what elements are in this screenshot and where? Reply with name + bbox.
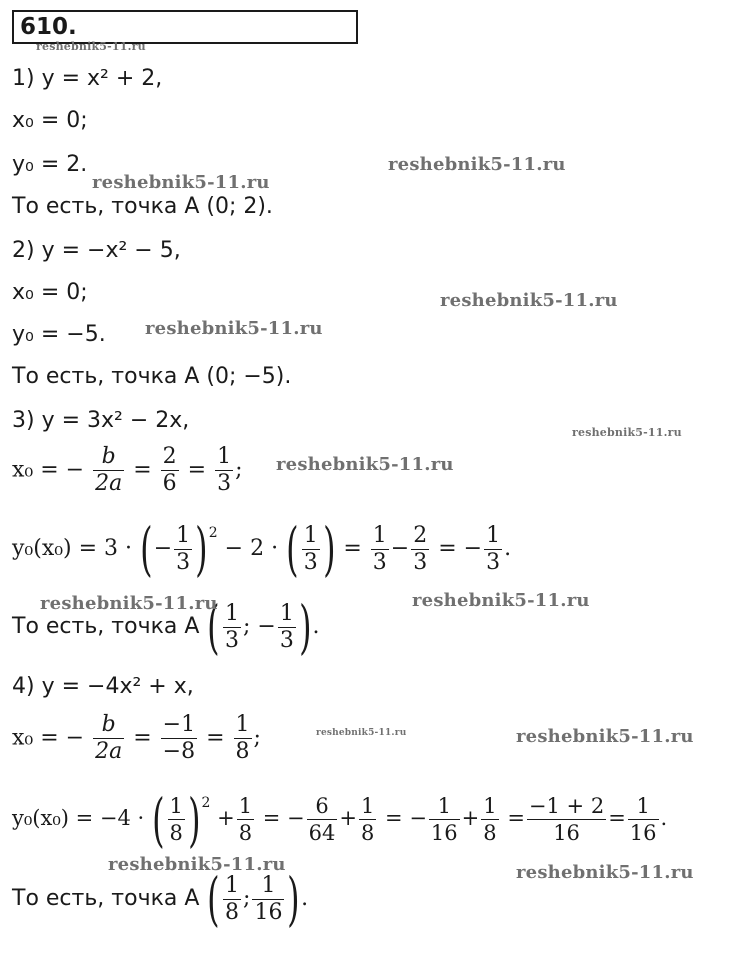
fraction: $\frac{b}{2a}$ [95,444,123,496]
part3-y0-formula: y₀(x₀) = 3 · (− $\frac{1}{3}$ )$^2$ − 2 · ( $\frac{1}{3}$ ) = $\frac{1}{3}$ − $\frac{2}{3}$ = − $\frac{1}{3}$ . [12,515,512,583]
part4-y0-formula: y₀(x₀) = −4 · ( $\frac{1}{8}$ )$^2$ + $\frac{1}{8}$ = − $\frac{6}{64}$ + $\frac{1}{8}$ = − $\frac{1}{16}$ + $\frac{1}{8}$ = $\frac{-1 + 2}{16}$ = $\frac{1}{16}$ . [12,785,668,854]
watermark: reshebnik5-11.ru [388,154,566,175]
part1-x0: x₀ = 0; [12,108,88,133]
part3-conclusion-text: То есть, точка A [12,614,200,639]
part4-y0-prefix: y₀(x₀) = −4 · [12,806,145,830]
part1-conclusion: То есть, точка A (0; 2). [12,194,273,219]
fraction: $\frac{2}{6}$ [162,444,177,496]
watermark: reshebnik5-11.ru [316,728,407,738]
watermark: reshebnik5-11.ru [440,290,618,311]
part3-conclusion: То есть, точка A ( $\frac{1}{3}$ ; − $\frac{1}{3}$ ). [12,593,320,661]
watermark: reshebnik5-11.ru [92,172,270,193]
part1-y0: y₀ = 2. [12,152,88,177]
part2-equation: 2) y = −x² − 5, [12,238,181,263]
watermark: reshebnik5-11.ru [516,726,694,747]
part3-x0-prefix: x₀ = − [12,457,85,483]
part4-x0-prefix: x₀ = − [12,725,85,751]
part3-x0-formula: x₀ = − $\frac{b}{2a}$ = $\frac{2}{6}$ = $\frac{1}{3}$ ; [12,444,243,496]
part4-equation: 4) y = −4x² + x, [12,674,194,699]
problem-number: 610. [20,14,77,40]
watermark: reshebnik5-11.ru [572,426,682,439]
problem-number-box [12,10,358,44]
part4-conclusion: То есть, точка A ( $\frac{1}{8}$ ; $\frac{1}{16}$ ). [12,865,309,933]
part2-y0: y₀ = −5. [12,322,106,347]
part3-y0-prefix: y₀(x₀) = 3 · [12,536,133,561]
watermark: reshebnik5-11.ru [145,318,323,339]
fraction: $\frac{1}{3}$ [217,444,232,496]
watermark: reshebnik5-11.ru [40,593,218,614]
part4-x0-formula: x₀ = − $\frac{b}{2a}$ = $\frac{-1}{-8}$ = $\frac{1}{8}$ ; [12,712,261,764]
part4-conclusion-text: То есть, точка A [12,886,200,911]
part2-conclusion: То есть, точка A (0; −5). [12,364,292,389]
part1-equation: 1) y = x² + 2, [12,66,163,91]
watermark: reshebnik5-11.ru [412,590,590,611]
part2-x0: x₀ = 0; [12,280,88,305]
watermark: reshebnik5-11.ru [276,454,454,475]
part3-equation: 3) y = 3x² − 2x, [12,408,190,433]
watermark: reshebnik5-11.ru [108,854,286,875]
watermark: reshebnik5-11.ru [516,862,694,883]
watermark: reshebnik5-11.ru [36,40,146,53]
